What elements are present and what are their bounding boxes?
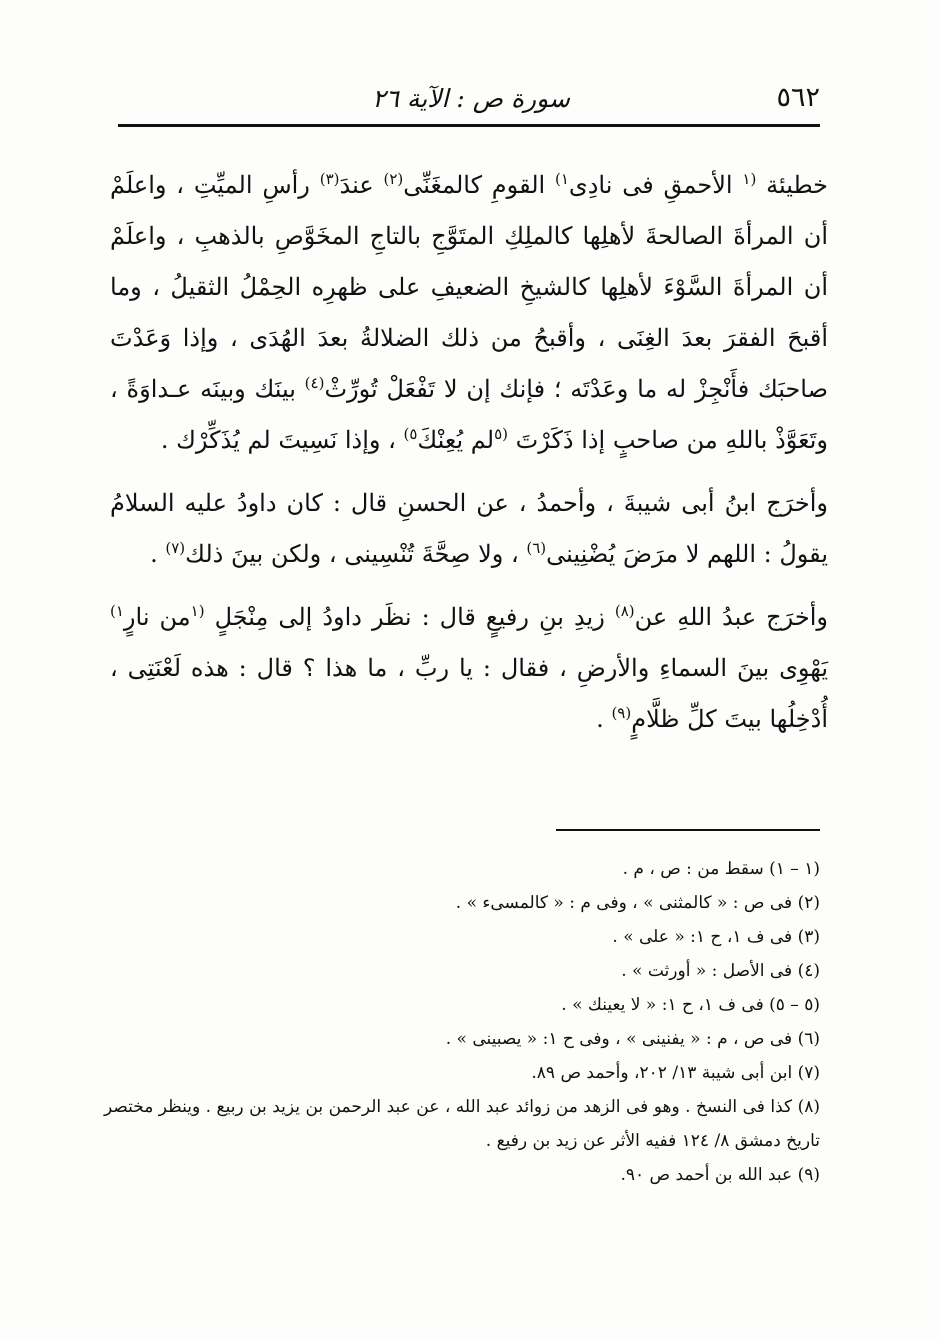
text-run: بينَك وبينَه عـداوَةً ، وتَعَوَّذْ باللهِ من صاحبٍ إذا ذَكَرْتَ xyxy=(110,375,828,454)
text-run: من نارٍ xyxy=(123,603,191,631)
footnote: (٢) فى ص : « كالمثنى » ، وفى م : « كالمسىء » . xyxy=(455,893,820,913)
footnote-marker: (٥ xyxy=(494,425,508,443)
footnotes xyxy=(104,852,820,1192)
paragraph xyxy=(110,160,828,466)
footnote: (٨) كذا فى النسخ . وهو فى الزهد من زوائد عبد الله ، عن عبد الرحمن بن يزيد بن ربيع . وينظر مختصر تاريخ دمشق ٨/ ١٢٤ ففيه الأثر عن زيد بن رفيع . xyxy=(104,1097,820,1151)
footnote-marker: (٣) xyxy=(319,170,340,188)
footnote-marker: ١) xyxy=(555,170,569,188)
running-title: سورة ص : الآية ٢٦ xyxy=(372,84,570,113)
footnote: (٦) فى ص ، م : « يفنينى » ، وفى ح ١: « يصبينى » . xyxy=(445,1029,820,1049)
page-number: ٥٦٢ xyxy=(776,82,820,113)
text-run: عندَ xyxy=(339,171,384,199)
text-run: ، ولا صِحَّةَ تُنْسِينى ، ولكن بينَ ذلك xyxy=(185,540,527,568)
footnote-marker: (٨) xyxy=(614,602,635,620)
footnote-marker: (٢) xyxy=(383,170,404,188)
text-run: . xyxy=(596,705,612,733)
paragraph xyxy=(110,592,828,745)
footnote-marker: (٩) xyxy=(611,704,632,722)
main-text xyxy=(110,160,828,745)
footnote: (١ – ١) سقط من : ص ، م . xyxy=(622,859,820,879)
footnote-marker: ٥) xyxy=(403,425,418,443)
footnote-marker: (١ xyxy=(190,602,205,620)
text-run: زيدِ بنِ رفيعٍ قال : نظَر داودُ إلى مِنْجَلٍ xyxy=(204,603,615,631)
footnote: (٣) فى ف ١، ح ١: « على » . xyxy=(612,927,820,947)
footnote-marker: (٤) xyxy=(304,374,325,392)
text-run: خطيئة xyxy=(756,171,828,199)
footnote: (٧) ابن أبى شيبة ١٣/ ٢٠٢، وأحمد ص ٨٩. xyxy=(531,1063,820,1083)
page-header xyxy=(118,82,820,122)
text-run: . xyxy=(150,540,166,568)
text-run: وأخرَج عبدُ اللهِ عن xyxy=(634,603,828,631)
text-run: وأخرَج ابنُ أبى شيبةَ ، وأحمدُ ، عن الحسنِ قال : كان داودُ عليه السلامُ يقولُ : اللهم لا مرَضَ يُضْنِينى xyxy=(110,489,828,568)
footnote: (٥ – ٥) فى ف ١، ح ١: « لا يعينك » . xyxy=(561,995,820,1015)
footnote-marker: (١ xyxy=(742,170,757,188)
text-run: القومِ كالمغَنِّى xyxy=(403,171,555,199)
footnote-marker: (٦) xyxy=(526,539,547,557)
paragraph xyxy=(110,478,828,580)
text-run: ، وإذا نَسِيتَ لم يُذَكِّرْك . xyxy=(160,426,404,454)
footnote-marker: ١) xyxy=(110,602,124,620)
header-rule xyxy=(118,124,820,127)
footnote: (٩) عبد الله بن أحمد ص ٩٠. xyxy=(620,1165,820,1185)
text-run: لم يُعِنْكَ xyxy=(417,426,495,454)
text-run: الأحمقِ فى نادِى xyxy=(568,171,743,199)
footnote-marker: (٧) xyxy=(165,539,186,557)
footnote: (٤) فى الأصل : « أورثت » . xyxy=(621,961,820,981)
text-run: يَهْوِى بينَ السماءِ والأرضِ ، فقال : يا ربِّ ، ما هذا ؟ قال : هذه لَعْنَتِى ، أُدْخِلُها بيتَ كلِّ ظلَّامٍ xyxy=(110,654,828,733)
text-run: رأسِ الميِّتِ ، واعلَمْ أن المرأةَ الصالحةَ لأهلِها كالملِكِ المتَوَّجِ بالتاجِ المخَوَّصِ بالذهبِ ، واعلَمْ أن المرأةَ السَّوْءَ لأهلِها كالشيخِ الضعيفِ على ظهرِه الحِمْلُ الثقيلُ ، وما أقبحَ الفقرَ بعدَ الغِنَى ، وأقبحُ من ذلك الضلالةُ بعدَ الهُدَى ، وإذا وَعَدْتَ صاحبَك فأَنْجِزْ له ما وعَدْتَه ؛ فإنك إن لا تَفْعَلْ تُورِّثْ xyxy=(110,171,828,403)
footnote-rule xyxy=(556,829,820,831)
